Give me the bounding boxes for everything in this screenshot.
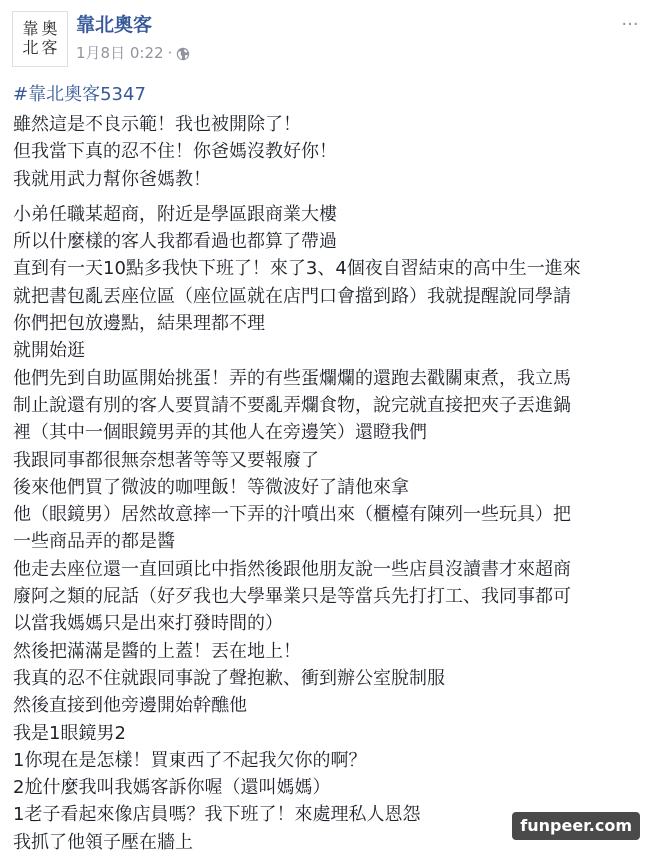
post-text-line: 2尬什麼我叫我媽客訴你喔（還叫媽媽） [13,777,331,799]
post-text-line: 我抓了他領子壓在牆上 [13,831,193,853]
post-header [12,11,642,67]
post-text-line: 制止說還有別的客人要買請不要亂弄爛食物，說完就直接把夾子丟進鍋 [13,394,571,416]
post-text-line: 但我當下真的忍不住！你爸媽沒教好你！ [13,141,337,163]
post-text-line: 我跟同事都很無奈想著等等又要報廢了 [13,449,319,471]
paragraph-gap [13,193,643,201]
post-text-line: 就把書包亂丟座位區（座位區就在店門口會擋到路）我就提醒說同學請 [13,285,571,307]
more-options-button[interactable]: ··· [621,14,639,35]
post-text-line: 他走去座位還一直回頭比中指然後跟他朋友說一些店員沒讀書才來超商 [13,558,571,580]
post-meta [76,43,190,63]
post-body [13,111,643,856]
post-text-line: 你們把包放邊點，結果理都不理 [13,313,265,335]
post-text-line: 1老子看起來像店員嗎？我下班了！來處理私人恩怨 [13,804,421,826]
post-text-line: 就開始逛 [13,340,85,362]
post-text-line: 我真的忍不住就跟同事說了聲抱歉、衝到辦公室脫制服 [13,667,445,689]
post-text-line: 直到有一天10點多我快下班了！來了3、4個夜自習結束的高中生一進來 [13,258,581,280]
page-avatar[interactable] [12,11,68,67]
avatar-char: 客 [41,38,58,57]
post-text-line: 小弟任職某超商，附近是學區跟商業大樓 [13,203,337,225]
page-name-link[interactable]: 靠北奧客 [76,14,153,36]
post-text-line: 廢阿之類的屁話（好歹我也大學畢業只是等當兵先打打工、我同事都可 [13,586,571,608]
post-text-line: 裡（其中一個眼鏡男弄的其他人在旁邊笑）還瞪我們 [13,422,427,444]
post-text-line: 然後把滿滿是醬的上蓋！丟在地上！ [13,640,301,662]
avatar-char: 北 [22,38,39,57]
post-text-line: 我是1眼鏡男2 [13,722,126,744]
post-text-line: 我就用武力幫你爸媽教！ [13,168,211,190]
post-text-line: 他（眼鏡男）居然故意摔一下弄的汁噴出來（櫃檯有陳列一些玩具）把 [13,504,571,526]
post-timestamp[interactable]: 1月8日 0:22 [76,44,164,62]
avatar-char: 靠 [22,19,39,38]
post-text-line: 後來他們買了微波的咖哩飯！等微波好了請他來拿 [13,476,409,498]
globe-icon [176,46,190,60]
post-text-line: 他們先到自助區開始挑蛋！弄的有些蛋爛爛的還跑去戳關東煮，我立馬 [13,367,571,389]
avatar-char: 奧 [41,19,58,38]
watermark: funpeer.com [512,812,640,840]
post-hashtag[interactable]: #靠北奧客5347 [13,84,146,105]
post-text-line: 然後直接到他旁邊開始幹醮他 [13,695,247,717]
post-text-line: 雖然這是不良示範！我也被開除了！ [13,114,301,135]
post-text-line: 所以什麼樣的客人我都看過也都算了帶過 [13,231,337,253]
post-text-line: 以當我媽媽只是出來打發時間的） [13,613,283,635]
post-text-line: 1你現在是怎樣！買東西了不起我欠你的啊？ [13,749,367,771]
post-text-line: 一些商品弄的都是醬 [13,531,175,553]
meta-separator: · [167,44,173,62]
